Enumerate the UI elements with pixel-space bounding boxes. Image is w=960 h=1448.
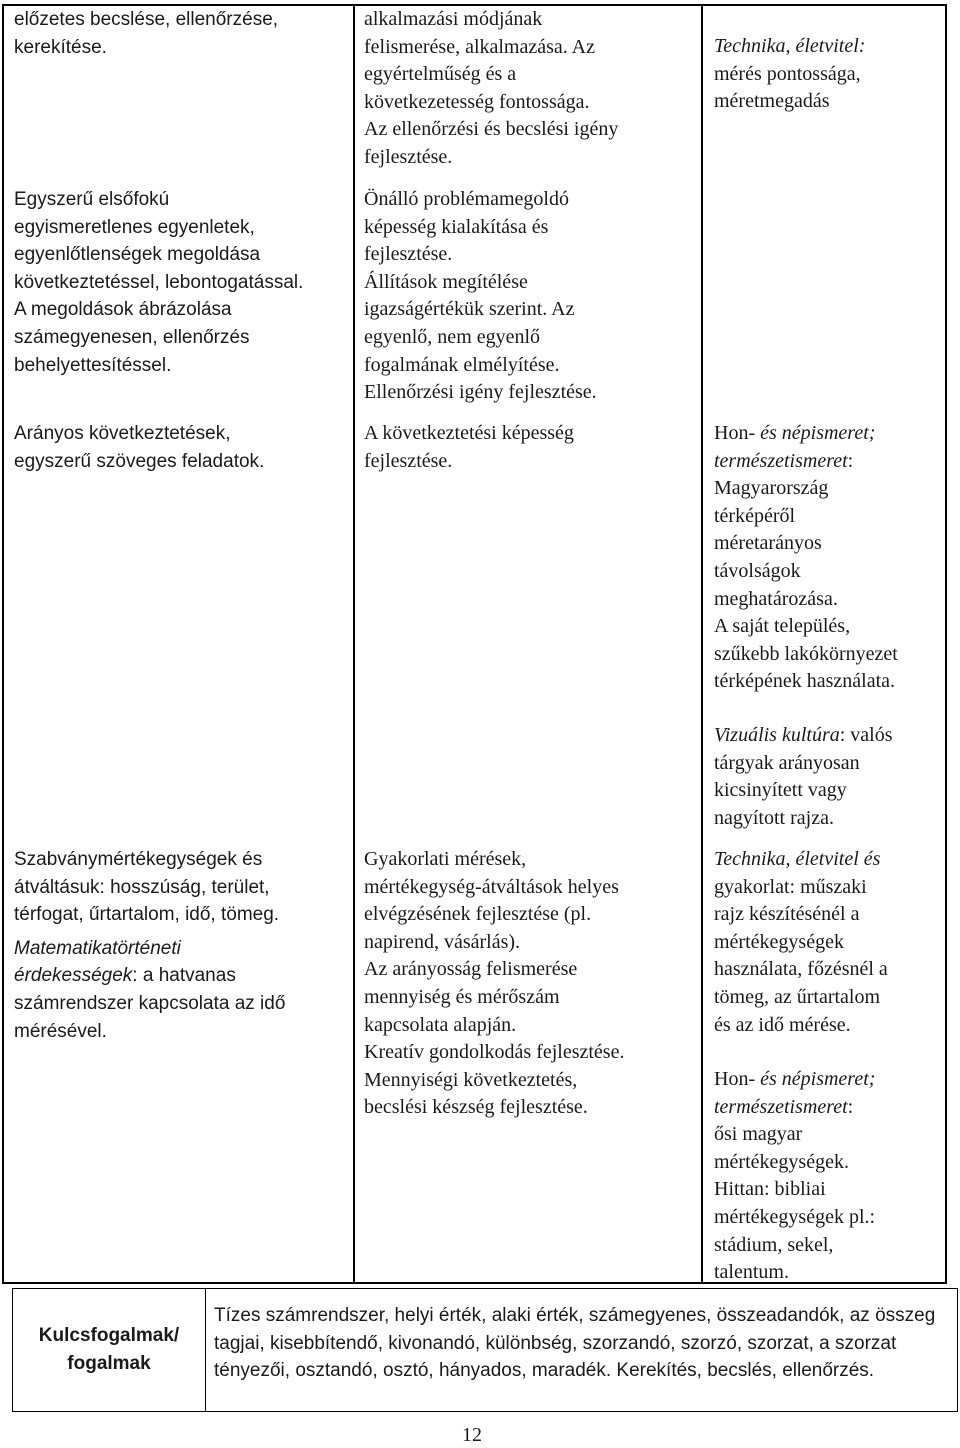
text-line: fejlesztése. [364,449,453,472]
text-line: mértékegységek [714,930,844,953]
text-line: Gyakorlati mérések, [364,848,527,870]
text-line: mérésével. [14,1020,107,1042]
text-line: felismerése, alkalmazása. Az [364,35,595,58]
col2-measurements [364,846,694,1122]
text-line: tömeg, az űrtartalom [714,985,881,1008]
text-line: Hittan: bibliai [714,1178,826,1201]
text-line: A következtetési képesség [364,422,574,444]
text-line: méretmegadás [714,90,830,113]
text-line: mérés pontossága, [714,62,861,85]
text-line: igazságértékük szerint. Az [364,298,575,321]
text-line: Az arányosság felismerése [364,958,578,981]
text-line: Vizuális kultúra: valós [714,724,893,746]
col3-heritage [714,1066,946,1287]
text-line: térfogat, űrtartalom, idő, tömeg. [14,904,280,926]
text-line: térképének használata. [714,670,896,693]
text-line: stádium, sekel, [714,1233,834,1256]
text-line: méretarányos [714,532,822,555]
text-line: behelyettesítéssel. [14,354,172,376]
column-divider [205,1289,206,1411]
text-line: számegyenesen, ellenőrzés [14,326,250,348]
text-line: mértékegységek pl.: [714,1205,876,1228]
text-line: nagyított rajza. [714,806,834,829]
text-line: következtetéssel, lebontogatással. [14,271,304,293]
text-line: Önálló problémamegoldó [364,188,569,210]
text-line: Hon- és népismeret; [714,1068,876,1090]
col1-equations [14,186,344,379]
text-line: fejlesztése. [364,145,453,168]
text-line: fogalmának elmélyítése. [364,353,560,376]
text-line: Technika, életvitel és [714,848,881,870]
text-line: fogalmak [67,1353,151,1374]
text-line: egyenlő, nem egyenlő [364,325,541,348]
text-line: kerekítése. [14,36,107,58]
text-line: érdekességek: a hatvanas [14,965,236,987]
col2-fragment [364,6,694,172]
text-line: rajz készítésénél a [714,903,860,926]
text-line: Kreatív gondolkodás fejlesztése. [364,1041,625,1064]
text-line: egyenlőtlenségek megoldása [14,244,261,266]
text-line: Kulcsfogalmak/ [38,1325,180,1346]
text-line: Egyszerű elsőfokú [14,189,170,210]
text-line: Mennyiségi következtetés, [364,1068,578,1091]
text-line: becslési készség fejlesztése. [364,1096,588,1119]
col3-geography [714,420,946,696]
text-line: Arányos következtetések, [14,423,231,444]
col2-problem-solving [364,186,694,407]
text-line: szűkebb lakókörnyezet [714,642,898,665]
text-line: A megoldások ábrázolása [14,299,232,321]
text-line: mértékegységek. [714,1150,849,1173]
text-line: távolságok [714,559,801,582]
text-line: egyszerű szöveges feladatok. [14,450,265,472]
col3-visual-culture [714,722,946,832]
text-line: meghatározása. [714,587,838,610]
text-line: Matematikatörténeti [14,937,181,959]
text-line: napirend, vásárlás). [364,930,521,953]
text-line: képesség kialakítása és [364,215,549,238]
text-line: talentum. [714,1261,789,1284]
text-line: Ellenőrzési igény fejlesztése. [364,381,597,404]
text-line: Magyarország [714,477,829,500]
text-line: fejlesztése. [364,243,453,266]
text-line: kicsinyített vagy [714,779,847,802]
col1-proportional [14,420,344,475]
text-line: természetismeret: [714,449,854,472]
text-line: térképéről [714,504,796,527]
text-line: kapcsolata alapján. [364,1013,517,1036]
text-line: gyakorlat: műszaki [714,875,867,898]
key-concepts-label [13,1289,205,1411]
text-line: számrendszer kapcsolata az idő [14,992,286,1014]
text-line: alkalmazási módjának [364,8,543,30]
curriculum-table [2,4,947,1284]
text-line: egyértelműség és a [364,63,517,86]
column-divider [701,6,703,1282]
text-line: átváltásuk: hosszúság, terület, [14,876,270,898]
text-line: mennyiség és mérőszám [364,985,560,1008]
text-line: Az ellenőrzési és becslési igény [364,118,619,141]
col3-technology [714,33,946,116]
text-line: ősi magyar [714,1123,803,1146]
text-line: A saját település, [714,615,851,638]
key-concepts-text: Tízes számrendszer, helyi érték, alaki érték, számegyenes, összeadandók, az összeg tagjai, kisebbítendő, kivonandó, különbség, szorzandó, szorzó, szorzat, a szorzat tényezői, osztandó, osztó, hányados, maradék. Kerekítés, becslés, ellenőrzés. [214,1305,936,1381]
col3-technology-practice [714,846,946,1039]
col2-inference [364,420,694,475]
text-line: mértékegység-átváltások helyes [364,875,619,898]
text-line: tárgyak arányosan [714,751,860,774]
key-concepts-table [12,1288,958,1412]
column-divider [353,6,355,1282]
text-line: egyismeretlenes egyenletek, [14,216,255,238]
text-line: Szabványmértékegységek és [14,849,263,870]
text-line: Technika, életvitel: [714,35,866,57]
text-line: elvégzésének fejlesztése (pl. [364,903,592,926]
text-line: előzetes becslése, ellenőrzése, [14,9,279,30]
text-line: és az idő mérése. [714,1013,851,1036]
col1-units [14,846,344,1045]
text-line: használata, főzésnél a [714,958,888,981]
text-line: Állítások megítélése [364,270,528,293]
text-line: Hon- és népismeret; [714,422,876,444]
page-number: 12 [462,1424,482,1446]
col1-fragment [14,6,344,61]
text-line: természetismeret: [714,1095,854,1118]
text-line: következetesség fontossága. [364,90,590,113]
